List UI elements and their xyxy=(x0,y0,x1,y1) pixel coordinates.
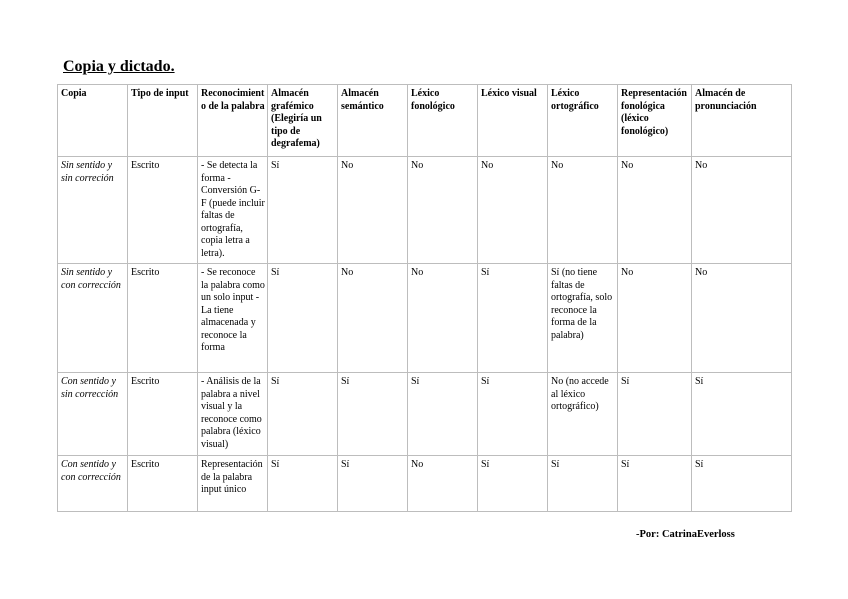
table-cell: Sí xyxy=(548,456,618,512)
table-cell: No xyxy=(548,157,618,264)
table-cell: No xyxy=(408,157,478,264)
table-cell: Sí (no tiene faltas de ortografía, solo reconoce la forma de la palabra) xyxy=(548,264,618,373)
table-cell: Sin sentido y con corrección xyxy=(58,264,128,373)
table-cell: Sí xyxy=(478,264,548,373)
table-cell: No xyxy=(618,264,692,373)
table-cell: Con sentido y sin corrección xyxy=(58,373,128,456)
header-cell: Almacén de pronunciación xyxy=(692,85,792,157)
table-cell: Sí xyxy=(408,373,478,456)
table-cell: Sí xyxy=(338,456,408,512)
header-cell: Léxico fonológico xyxy=(408,85,478,157)
table-cell: Sí xyxy=(268,373,338,456)
table-cell: - Se reconoce la palabra como un solo input - La tiene almacenada y reconoce la forma xyxy=(198,264,268,373)
table-row xyxy=(58,373,792,456)
table-cell: Sí xyxy=(268,264,338,373)
table-header-row xyxy=(58,85,792,157)
table-cell: Sí xyxy=(478,373,548,456)
table-row xyxy=(58,456,792,512)
header-cell: Léxico ortográfico xyxy=(548,85,618,157)
table-cell: Sí xyxy=(338,373,408,456)
header-cell: Tipo de input xyxy=(128,85,198,157)
table-cell: Sí xyxy=(618,456,692,512)
table-cell: No xyxy=(338,157,408,264)
table-cell: Sin sentido y sin correción xyxy=(58,157,128,264)
table-cell: - Análisis de la palabra a nivel visual y la reconoce como palabra (léxico visual) xyxy=(198,373,268,456)
table-cell: - Se detecta la forma -Conversión G-F (puede incluir faltas de ortografía, copia letra a letra). xyxy=(198,157,268,264)
table-cell: No xyxy=(692,264,792,373)
comparison-table xyxy=(57,84,792,512)
header-cell: Reconocimiento de la palabra xyxy=(198,85,268,157)
table-cell: Sí xyxy=(618,373,692,456)
header-cell: Almacén grafémico (Elegiría un tipo de degrafema) xyxy=(268,85,338,157)
header-cell: Representación fonológica (léxico fonológico) xyxy=(618,85,692,157)
table-cell: No (no accede al léxico ortográfico) xyxy=(548,373,618,456)
table-cell: Escrito xyxy=(128,456,198,512)
table-cell: No xyxy=(408,264,478,373)
table-row xyxy=(58,264,792,373)
table-cell: No xyxy=(618,157,692,264)
table-cell: Sí xyxy=(692,456,792,512)
author-signature: -Por: CatrinaEverloss xyxy=(636,529,735,540)
table-cell: Escrito xyxy=(128,264,198,373)
table-cell: No xyxy=(478,157,548,264)
table-cell: Representación de la palabra input único xyxy=(198,456,268,512)
header-cell: Almacén semántico xyxy=(338,85,408,157)
page-title: Copia y dictado. xyxy=(63,58,175,75)
table-cell: Sí xyxy=(268,456,338,512)
table-cell: Sí xyxy=(478,456,548,512)
table-cell: No xyxy=(692,157,792,264)
table-cell: Con sentido y con corrección xyxy=(58,456,128,512)
table-row xyxy=(58,157,792,264)
table-cell: Sí xyxy=(268,157,338,264)
table-cell: Sí xyxy=(692,373,792,456)
table-cell: Escrito xyxy=(128,157,198,264)
table-cell: No xyxy=(338,264,408,373)
table-cell: Escrito xyxy=(128,373,198,456)
table-cell: No xyxy=(408,456,478,512)
header-cell: Copia xyxy=(58,85,128,157)
header-cell: Léxico visual xyxy=(478,85,548,157)
